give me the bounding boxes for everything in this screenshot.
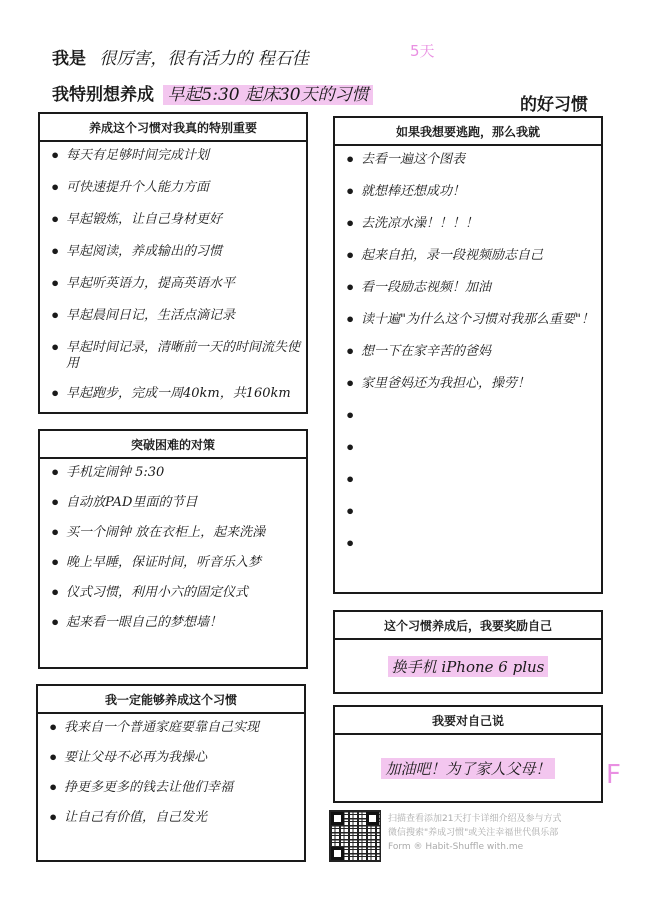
reward-title: 这个习惯养成后，我要奖励自己 — [335, 612, 601, 640]
importance-box — [38, 112, 308, 414]
countermeasures-box — [38, 429, 308, 669]
escape-item: • 想一下在家辛苦的爸妈 — [345, 344, 595, 362]
confidence-title: 我一定能够养成这个习惯 — [38, 686, 304, 714]
countermeasures-item: • 仪式习惯，利用小六的固定仪式 — [50, 585, 300, 603]
escape-item: • 读十遍"为什么这个习惯对我那么重要"！ — [345, 312, 595, 330]
importance-item: • 早起时间记录，清晰前一天的时间流失使用 — [50, 340, 300, 372]
confidence-item: • 要让父母不必再为我操心 — [48, 750, 298, 768]
importance-item: • 可快速提升个人能力方面 — [50, 180, 300, 198]
header-line-1-value: 很厉害，很有活力的 程石佳 — [99, 49, 309, 69]
self-talk-mark: F — [606, 760, 621, 790]
escape-item — [345, 408, 595, 426]
reward-box — [333, 610, 603, 694]
countermeasures-item: • 买一个闹钟 放在衣柜上，起来洗澡 — [50, 525, 300, 543]
countermeasures-list — [40, 459, 306, 633]
header-line-2-label: 我特别想养成 — [52, 85, 154, 105]
importance-list — [40, 142, 306, 404]
importance-item: • 早起跑步，完成一周40km，共160km — [50, 386, 300, 404]
escape-list — [335, 146, 601, 554]
escape-box — [333, 116, 603, 594]
escape-item: • 去看一遍这个图表 — [345, 152, 595, 170]
importance-item: • 早起晨间日记，生活点滴记录 — [50, 308, 300, 326]
corner-mark: 5天 — [410, 42, 435, 60]
escape-item: • 看一段励志视频！加油 — [345, 280, 595, 298]
header-line-2 — [52, 80, 373, 105]
escape-item — [345, 472, 595, 490]
header-line-2-suffix — [520, 90, 588, 115]
footer-line-3: Form ® Habit-Shuffle with.me — [388, 842, 524, 852]
countermeasures-item: • 手机定闹钟 5:30 — [50, 465, 300, 483]
self-talk-box — [333, 705, 603, 803]
importance-item: • 每天有足够时间完成计划 — [50, 148, 300, 166]
confidence-item: • 让自己有价值，自己发光 — [48, 810, 298, 828]
confidence-item: • 我来自一个普通家庭要靠自己实现 — [48, 720, 298, 738]
countermeasures-item: • 自动放PAD里面的节目 — [50, 495, 300, 513]
header-line-2-value: 早起5:30 起床30天的习惯 — [163, 85, 372, 105]
escape-title: 如果我想要逃跑，那么我就 — [335, 118, 601, 146]
importance-item: • 早起锻炼，让自己身材更好 — [50, 212, 300, 230]
header-line-1-label: 我是 — [52, 49, 86, 69]
confidence-list — [38, 714, 304, 828]
importance-item: • 早起阅读，养成输出的习惯 — [50, 244, 300, 262]
countermeasures-title: 突破困难的对策 — [40, 431, 306, 459]
countermeasures-item: • 起来看一眼自己的梦想墙！ — [50, 615, 300, 633]
footer-text — [388, 812, 561, 854]
confidence-box — [36, 684, 306, 862]
header-line-2-suffix-text: 的好习惯 — [520, 95, 588, 115]
header-line-1 — [52, 44, 309, 69]
self-talk-title: 我要对自己说 — [335, 707, 601, 735]
importance-title: 养成这个习惯对我真的特别重要 — [40, 114, 306, 142]
confidence-item: • 挣更多更多的钱去让他们幸福 — [48, 780, 298, 798]
countermeasures-item: • 晚上早睡，保证时间，听音乐入梦 — [50, 555, 300, 573]
importance-item: • 早起听英语力，提高英语水平 — [50, 276, 300, 294]
escape-item: • 起来自拍，录一段视频励志自己 — [345, 248, 595, 266]
escape-item — [345, 536, 595, 554]
qr-code — [329, 810, 381, 862]
footer-line-1: 扫描查看添加21天打卡详细介绍及参与方式 — [388, 814, 562, 824]
escape-item: • 去洗凉水澡！！！！ — [345, 216, 595, 234]
escape-item — [345, 504, 595, 522]
escape-item: • 就想棒还想成功！ — [345, 184, 595, 202]
escape-item — [345, 440, 595, 458]
self-talk-text: 加油吧！为了家人父母！ — [381, 758, 554, 779]
escape-item: • 家里爸妈还为我担心，操劳！ — [345, 376, 595, 394]
reward-text: 换手机 iPhone 6 plus — [388, 656, 549, 677]
footer-line-2: 微信搜索"养成习惯"或关注幸福世代俱乐部 — [388, 828, 559, 838]
